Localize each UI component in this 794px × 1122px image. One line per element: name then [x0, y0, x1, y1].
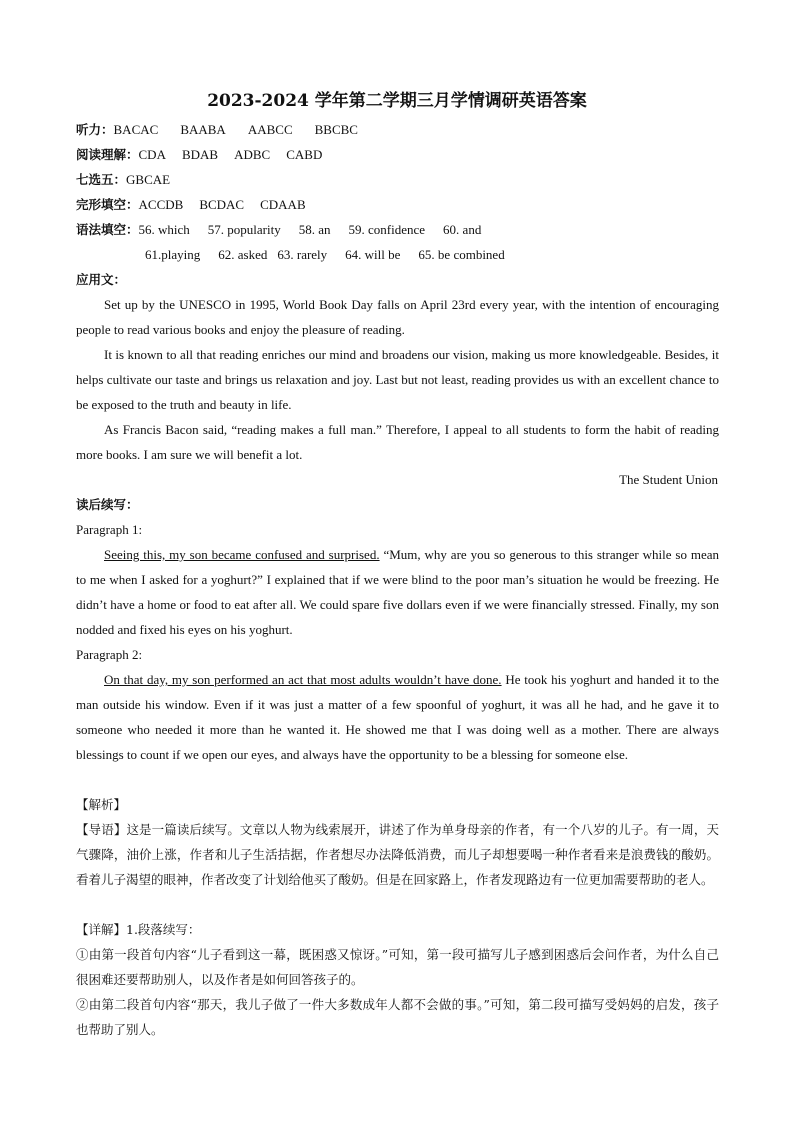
grammar-label: 语法填空： [76, 222, 139, 237]
grammar-answer-60: 60. and [443, 222, 482, 237]
grammar-answer-62: 62. asked [218, 247, 268, 262]
seven-choose-five-answer: GBCAE [126, 172, 171, 187]
paragraph-2-opening-sentence: On that day, my son performed an act that most adults wouldn’t have done. [104, 672, 502, 687]
listening-label: 听力： [76, 122, 114, 137]
grammar-answer-64: 64. will be [345, 247, 401, 262]
application-paragraph-2: It is known to all that reading enriches our mind and broadens our vision, making us more knowledgeable. Besides, it helps cultivate our taste and brings us relaxation and joy. Last but not least, reading provides us with an excellent chance to be exposed to the truth and beauty in life. [76, 347, 719, 412]
continuation-paragraph-2 [76, 667, 719, 767]
cloze-row [76, 196, 306, 214]
application-paragraph-3: As Francis Bacon said, “reading makes a full man.” Therefore, I appeal to all students to form the habit of reading more books. I am sure we will benefit a lot. [76, 422, 719, 462]
reading-answer-4: CABD [286, 147, 323, 162]
paragraph-2-label: Paragraph 2: [76, 647, 143, 662]
analysis-detail-heading: 【详解】1.段落续写： [76, 922, 201, 937]
application-heading [76, 271, 126, 289]
listening-answer-2: BAABA [180, 122, 226, 137]
application-paragraph-1: Set up by the UNESCO in 1995, World Book Day falls on April 23rd every year, with the intention of encouraging people to read various books and enjoy the pleasure of reading. [76, 297, 719, 337]
paragraph-2-body: He took his yoghurt and handed it to the man outside his window. Even if it was just a matter of a few spoonful of yoghurt, it was all he had, and he gave it to someone who needed it more than he wanted it. He showed me that I was doing well as a mother. There are always blessings to count if we open our eyes, and always have the opportunity to be a blessing for someone else. [76, 672, 719, 762]
continuation-paragraph-1 [76, 542, 719, 642]
grammar-answer-58: 58. an [298, 222, 331, 237]
analysis-guide: 【导语】这是一篇读后续写。文章以人物为线索展开，讲述了作为单身母亲的作者，有一个八岁的儿子。有一周，天气骤降，油价上涨，作者和儿子生活拮据，作者想尽办法降低消费，而儿子却想要喝一种作者看来是浪费钱的酸奶。看着儿子渴望的眼神，作者改变了计划给他买了酸奶。但是在回家路上，作者发现路边有一位更加需要帮助的老人。 [76, 822, 719, 887]
reading-label: 阅读理解： [76, 147, 139, 162]
listening-answer-3: AABCC [247, 122, 293, 137]
analysis-heading: 【解析】 [76, 797, 127, 812]
cloze-answer-3: CDAAB [260, 197, 306, 212]
reading-answer-1: CDA [138, 147, 166, 162]
reading-answer-2: BDAB [181, 147, 219, 162]
grammar-row-1 [76, 221, 481, 239]
analysis-point-2: ②由第二段首句内容“那天，我儿子做了一件大多数成年人都不会做的事。”可知，第二段可描写受妈妈的启发，孩子也帮助了别人。 [76, 997, 719, 1037]
analysis-point-1: ①由第一段首句内容“儿子看到这一幕，既困惑又惊讶。”可知，第一段可描写儿子感到困惑后会问作者，为什么自己很困难还要帮助别人，以及作者是如何回答孩子的。 [76, 947, 719, 987]
grammar-answer-57: 57. popularity [207, 222, 281, 237]
paragraph-1-opening-sentence: Seeing this, my son became confused and surprised. [104, 547, 380, 562]
paragraph-1-label: Paragraph 1: [76, 522, 143, 537]
seven-choose-five-row [76, 171, 170, 189]
signature: The Student Union [619, 472, 718, 487]
listening-answer-4: BBCBC [314, 122, 358, 137]
continuation-heading [76, 496, 139, 514]
seven-choose-five-label: 七选五： [76, 172, 127, 187]
listening-row [76, 121, 380, 139]
page-title: 2023-2024 学年第二学期三月学情调研英语答案 [207, 91, 587, 111]
grammar-answer-61: 61.playing [145, 247, 201, 262]
reading-row [76, 146, 344, 164]
paragraph-1-body: “Mum, why are you so generous to this stranger while so mean to me when I asked for a yoghurt?” I explained that if we were blind to the poor man’s situation he would be freezing. He didn’t have a home or food to eat after all. We could spare five dollars even if we were financially stressed. Finally, my son nodded and fixed his eyes on his yoghurt. [76, 547, 719, 637]
cloze-answer-1: ACCDB [138, 197, 184, 212]
continuation-label: 读后续写： [76, 497, 139, 512]
application-label: 应用文： [76, 272, 127, 287]
grammar-answer-56: 56. which [138, 222, 190, 237]
cloze-answer-2: BCDAC [199, 197, 245, 212]
grammar-row-2 [145, 246, 505, 264]
reading-answer-3: ADBC [234, 147, 271, 162]
grammar-answer-59: 59. confidence [348, 222, 426, 237]
grammar-answer-65: 65. be combined [418, 247, 505, 262]
cloze-label: 完形填空： [76, 197, 139, 212]
grammar-answer-63: 63. rarely [277, 247, 328, 262]
listening-answer-1: BACAC [113, 122, 159, 137]
